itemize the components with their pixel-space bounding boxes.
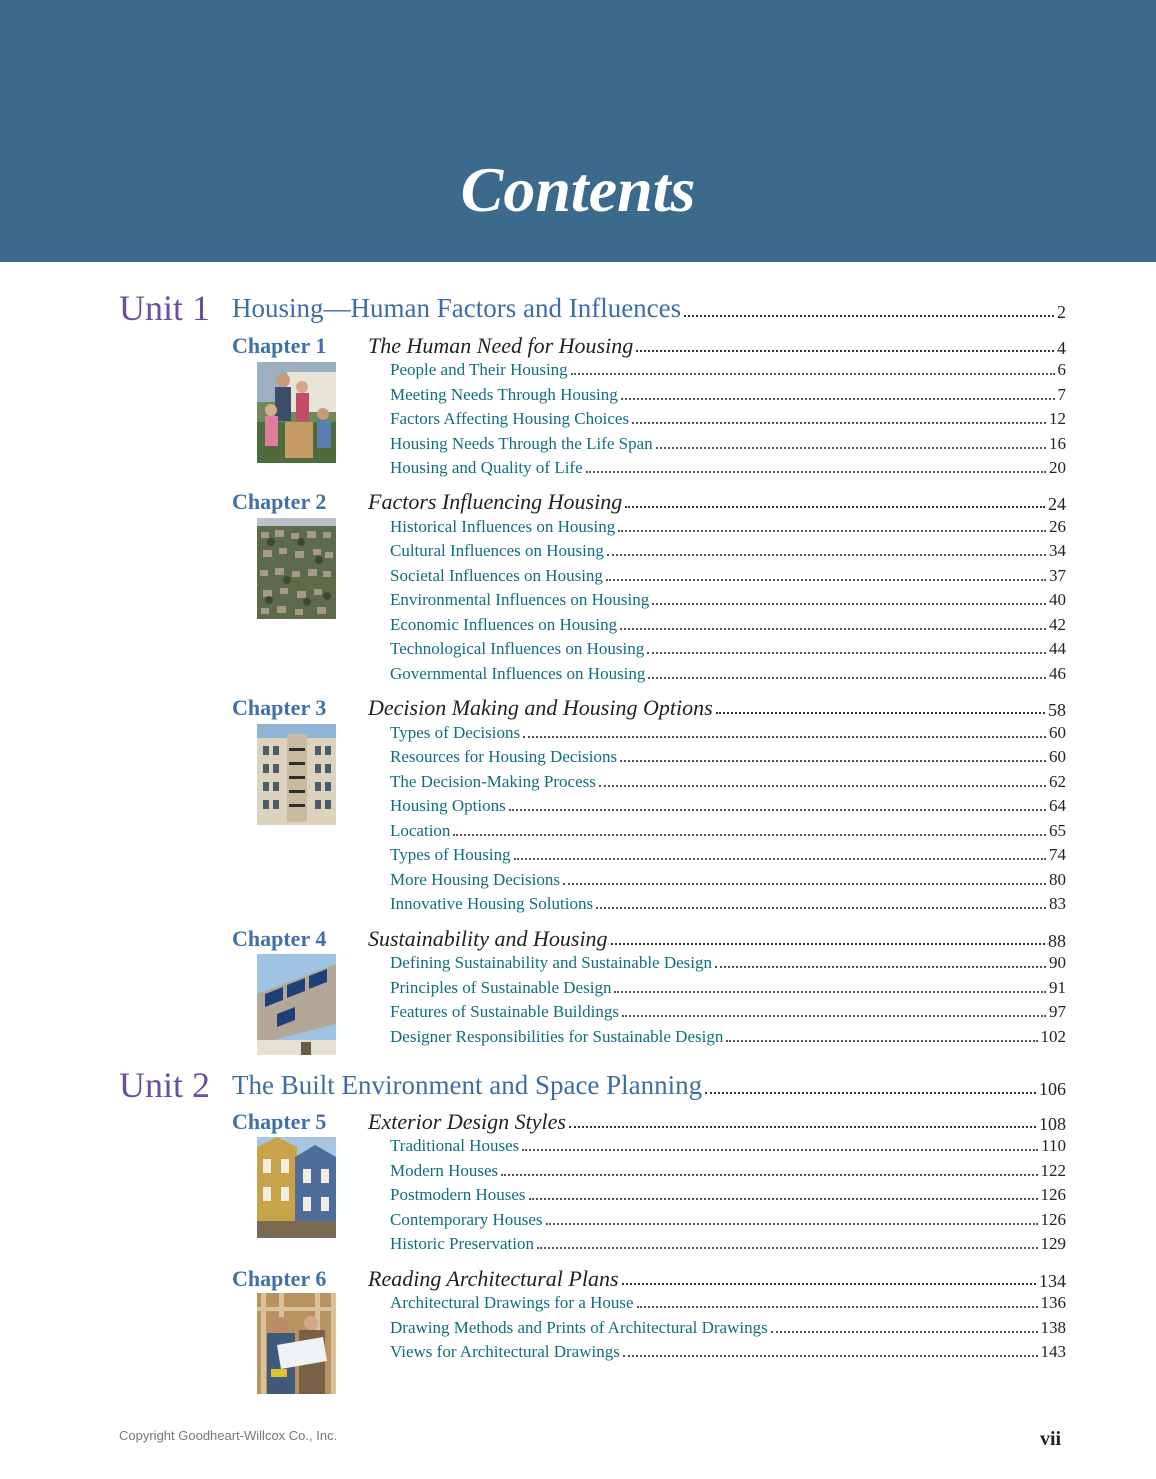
section-entry[interactable] xyxy=(390,722,1066,744)
section-title: Housing and Quality of Life xyxy=(390,458,583,477)
section-title: Designer Responsibilities for Sustainable Design xyxy=(390,1027,724,1046)
unit-title: Housing—Human Factors and Influences xyxy=(232,293,682,323)
section-entry[interactable] xyxy=(390,820,1066,842)
unit-title: The Built Environment and Space Planning xyxy=(232,1070,703,1100)
section-page-number: 62 xyxy=(1049,772,1066,791)
chapter-page-number: 108 xyxy=(1039,1114,1066,1134)
victorian-houses-photo xyxy=(257,1137,336,1238)
section-entry[interactable] xyxy=(390,795,1066,817)
section-page-number: 136 xyxy=(1040,1293,1066,1312)
section-title: Historic Preservation xyxy=(390,1234,534,1253)
section-entry[interactable] xyxy=(390,869,1066,891)
copyright-notice: Copyright Goodheart-Willcox Co., Inc. xyxy=(119,1428,338,1443)
section-page-number: 65 xyxy=(1049,821,1066,840)
section-entry[interactable] xyxy=(390,1317,1066,1339)
section-title: Resources for Housing Decisions xyxy=(390,747,618,766)
section-page-number: 102 xyxy=(1040,1027,1066,1046)
chapter-page-number: 58 xyxy=(1048,700,1066,720)
section-entry[interactable] xyxy=(390,1292,1066,1314)
section-page-number: 46 xyxy=(1049,664,1066,683)
chapter-page-number: 24 xyxy=(1048,494,1066,514)
dot-leader xyxy=(537,1247,1038,1249)
section-page-number: 143 xyxy=(1040,1342,1066,1361)
section-title: Drawing Methods and Prints of Architectural Drawings xyxy=(390,1318,768,1337)
section-entry[interactable] xyxy=(390,516,1066,538)
section-page-number: 80 xyxy=(1049,870,1066,889)
dot-leader xyxy=(611,943,1045,945)
chapter-label: Chapter 1 xyxy=(232,333,327,358)
builders-reviewing-plans-photo xyxy=(257,1293,336,1394)
section-entry[interactable] xyxy=(390,384,1066,406)
chapter-thumbnail xyxy=(257,724,336,825)
section-page-number: 74 xyxy=(1049,845,1066,864)
section-title: Modern Houses xyxy=(390,1161,499,1180)
chapter-thumbnail xyxy=(257,518,336,619)
section-entry[interactable] xyxy=(390,565,1066,587)
section-title: Cultural Influences on Housing xyxy=(390,541,604,560)
section-entry[interactable] xyxy=(390,1184,1066,1206)
chapter-entry[interactable] xyxy=(368,1109,1066,1135)
chapter-title: Decision Making and Housing Options xyxy=(368,695,713,720)
section-entry[interactable] xyxy=(390,433,1066,455)
dot-leader xyxy=(656,447,1046,449)
section-entry[interactable] xyxy=(390,746,1066,768)
section-page-number: 83 xyxy=(1049,894,1066,913)
dot-leader xyxy=(726,1040,1037,1042)
section-page-number: 12 xyxy=(1049,409,1066,428)
unit-label: Unit 1 xyxy=(119,288,211,328)
dot-leader xyxy=(614,991,1046,993)
dot-leader xyxy=(569,1126,1036,1128)
section-page-number: 60 xyxy=(1049,747,1066,766)
section-page-number: 44 xyxy=(1049,639,1066,658)
dot-leader xyxy=(586,471,1046,473)
section-entry[interactable] xyxy=(390,540,1066,562)
section-title: Contemporary Houses xyxy=(390,1210,543,1229)
unit-entry[interactable] xyxy=(232,284,1066,324)
section-entry[interactable] xyxy=(390,1001,1066,1023)
section-page-number: 126 xyxy=(1040,1210,1066,1229)
section-entry[interactable] xyxy=(390,1341,1066,1363)
section-entry[interactable] xyxy=(390,1209,1066,1231)
chapter-page-number: 134 xyxy=(1039,1271,1066,1291)
section-title: The Decision-Making Process xyxy=(390,772,596,791)
section-title: Views for Architectural Drawings xyxy=(390,1342,620,1361)
section-entry[interactable] xyxy=(390,1233,1066,1255)
dot-leader xyxy=(622,1283,1036,1285)
section-entry[interactable] xyxy=(390,359,1066,381)
aerial-neighborhood-photo xyxy=(257,518,336,619)
chapter-title: The Human Need for Housing xyxy=(368,333,634,358)
section-title: Architectural Drawings for a House xyxy=(390,1293,634,1312)
section-page-number: 129 xyxy=(1040,1234,1066,1253)
chapter-entry[interactable] xyxy=(368,1266,1066,1292)
section-title: Technological Influences on Housing xyxy=(390,639,645,658)
section-title: Postmodern Houses xyxy=(390,1185,526,1204)
chapter-entry[interactable] xyxy=(368,489,1066,515)
section-page-number: 6 xyxy=(1057,360,1066,379)
unit-page-number: 106 xyxy=(1039,1079,1066,1099)
chapter-label: Chapter 6 xyxy=(232,1266,327,1291)
dot-leader xyxy=(620,628,1046,630)
dot-leader xyxy=(522,1149,1038,1151)
chapter-label: Chapter 3 xyxy=(232,695,327,720)
section-entry[interactable] xyxy=(390,614,1066,636)
section-entry[interactable] xyxy=(390,844,1066,866)
dot-leader xyxy=(652,603,1046,605)
dot-leader xyxy=(647,652,1046,654)
section-entry[interactable] xyxy=(390,893,1066,915)
section-page-number: 20 xyxy=(1049,458,1066,477)
chapter-title: Factors Influencing Housing xyxy=(368,489,623,514)
unit-page-number: 2 xyxy=(1057,302,1066,322)
section-page-number: 60 xyxy=(1049,723,1066,742)
dot-leader xyxy=(514,858,1046,860)
section-title: Principles of Sustainable Design xyxy=(390,978,612,997)
dot-leader xyxy=(771,1331,1038,1333)
dot-leader xyxy=(625,506,1045,508)
page-number: vii xyxy=(1040,1428,1062,1450)
dot-leader xyxy=(599,785,1046,787)
page-title: Contents xyxy=(460,154,696,225)
chapter-title: Sustainability and Housing xyxy=(368,926,608,951)
dot-leader xyxy=(546,1223,1038,1225)
section-title: People and Their Housing xyxy=(390,360,568,379)
section-title: Historical Influences on Housing xyxy=(390,517,616,536)
section-page-number: 97 xyxy=(1049,1002,1066,1021)
section-page-number: 7 xyxy=(1057,385,1066,404)
dot-leader xyxy=(637,1306,1038,1308)
chapter-entry[interactable] xyxy=(368,926,1066,952)
section-title: Housing Needs Through the Life Span xyxy=(390,434,653,453)
dot-leader xyxy=(636,350,1054,352)
dot-leader xyxy=(648,677,1046,679)
dot-leader xyxy=(523,736,1046,738)
section-page-number: 122 xyxy=(1040,1161,1066,1180)
dot-leader xyxy=(632,422,1046,424)
chapter-thumbnail xyxy=(257,1293,336,1394)
apartment-building-photo xyxy=(257,724,336,825)
section-entry[interactable] xyxy=(390,1026,1066,1048)
section-page-number: 110 xyxy=(1041,1136,1066,1155)
dot-leader xyxy=(571,373,1055,375)
chapter-page-number: 4 xyxy=(1057,338,1066,358)
section-title: Location xyxy=(390,821,451,840)
dot-leader xyxy=(596,907,1046,909)
section-page-number: 126 xyxy=(1040,1185,1066,1204)
chapter-entry[interactable] xyxy=(368,695,1066,721)
header-banner xyxy=(0,0,1156,262)
dot-leader xyxy=(620,760,1046,762)
section-title: Traditional Houses xyxy=(390,1136,520,1155)
chapter-title: Exterior Design Styles xyxy=(368,1109,566,1134)
unit-label: Unit 2 xyxy=(119,1065,211,1105)
dot-leader xyxy=(705,1092,1036,1094)
section-entry[interactable] xyxy=(390,1160,1066,1182)
section-page-number: 91 xyxy=(1049,978,1066,997)
dot-leader xyxy=(501,1174,1037,1176)
unit-entry[interactable] xyxy=(232,1061,1066,1101)
section-title: Innovative Housing Solutions xyxy=(390,894,594,913)
section-title: Types of Decisions xyxy=(390,723,521,742)
section-entry[interactable] xyxy=(390,771,1066,793)
section-title: Types of Housing xyxy=(390,845,511,864)
section-title: Societal Influences on Housing xyxy=(390,566,603,585)
chapter-thumbnail xyxy=(257,362,336,463)
dot-leader xyxy=(621,398,1055,400)
solar-panel-roof-photo xyxy=(257,954,336,1055)
section-title: Environmental Influences on Housing xyxy=(390,590,650,609)
chapter-label: Chapter 4 xyxy=(232,926,327,951)
section-title: Economic Influences on Housing xyxy=(390,615,618,634)
section-title: Meeting Needs Through Housing xyxy=(390,385,618,404)
section-title: Defining Sustainability and Sustainable Design xyxy=(390,953,713,972)
section-entry[interactable] xyxy=(390,589,1066,611)
section-entry[interactable] xyxy=(390,457,1066,479)
dot-leader xyxy=(715,966,1046,968)
dot-leader xyxy=(606,579,1046,581)
section-page-number: 138 xyxy=(1040,1318,1066,1337)
section-page-number: 26 xyxy=(1049,517,1066,536)
dot-leader xyxy=(716,712,1045,714)
section-title: Factors Affecting Housing Choices xyxy=(390,409,630,428)
section-page-number: 40 xyxy=(1049,590,1066,609)
section-entry[interactable] xyxy=(390,952,1066,974)
section-page-number: 64 xyxy=(1049,796,1066,815)
section-title: Features of Sustainable Buildings xyxy=(390,1002,620,1021)
chapter-label: Chapter 5 xyxy=(232,1109,327,1134)
section-page-number: 16 xyxy=(1049,434,1066,453)
section-entry[interactable] xyxy=(390,408,1066,430)
section-page-number: 90 xyxy=(1049,953,1066,972)
dot-leader xyxy=(509,809,1046,811)
dot-leader xyxy=(453,834,1046,836)
dot-leader xyxy=(607,554,1046,556)
section-entry[interactable] xyxy=(390,977,1066,999)
chapter-thumbnail xyxy=(257,954,336,1055)
chapter-entry[interactable] xyxy=(368,333,1066,359)
dot-leader xyxy=(684,315,1054,317)
section-entry[interactable] xyxy=(390,1135,1066,1157)
chapter-label: Chapter 2 xyxy=(232,489,327,514)
family-with-moving-box-photo xyxy=(257,362,336,463)
dot-leader xyxy=(618,530,1046,532)
chapter-thumbnail xyxy=(257,1137,336,1238)
section-page-number: 34 xyxy=(1049,541,1066,560)
section-page-number: 42 xyxy=(1049,615,1066,634)
section-page-number: 37 xyxy=(1049,566,1066,585)
section-entry[interactable] xyxy=(390,663,1066,685)
dot-leader xyxy=(623,1355,1038,1357)
section-title: Governmental Influences on Housing xyxy=(390,664,646,683)
dot-leader xyxy=(622,1015,1046,1017)
section-entry[interactable] xyxy=(390,638,1066,660)
section-title: More Housing Decisions xyxy=(390,870,560,889)
dot-leader xyxy=(529,1198,1038,1200)
dot-leader xyxy=(563,883,1046,885)
chapter-title: Reading Architectural Plans xyxy=(368,1266,619,1291)
chapter-page-number: 88 xyxy=(1048,931,1066,951)
section-title: Housing Options xyxy=(390,796,506,815)
